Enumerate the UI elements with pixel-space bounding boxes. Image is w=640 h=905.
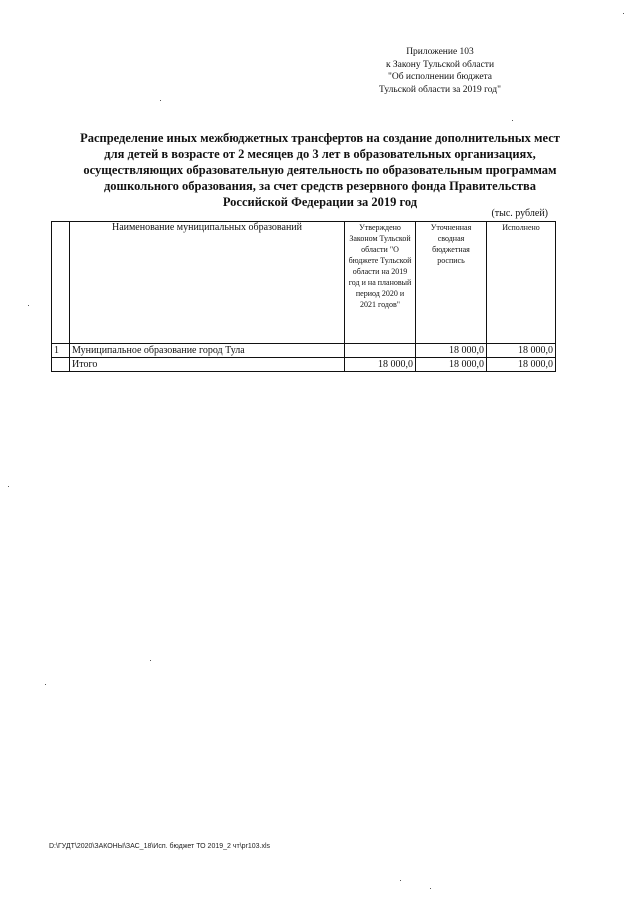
scan-speck	[623, 13, 624, 14]
transfers-table	[51, 221, 556, 372]
scan-speck	[160, 100, 161, 101]
header-approved: Утверждено Законом Тульской области "О бюджете Тульской области на 2019 год и на плановый период 2020 и 2021 годов"	[345, 222, 416, 344]
appendix-line-1: Приложение 103	[406, 47, 474, 57]
scan-speck	[430, 888, 431, 889]
table-total-row	[52, 358, 556, 372]
header-executed: Исполнено	[487, 222, 556, 344]
scan-speck	[150, 660, 151, 661]
row-approved	[345, 344, 416, 358]
title-line-3: осуществляющих образовательную деятельность по образовательным программам	[83, 163, 557, 177]
header-name: Наименование муниципальных образований	[70, 222, 345, 344]
header-index	[52, 222, 70, 344]
table-header-row	[52, 222, 556, 344]
total-executed: 18 000,0	[487, 358, 556, 372]
scan-speck	[400, 880, 401, 881]
units-label: (тыс. рублей)	[491, 208, 548, 219]
row-executed: 18 000,0	[487, 344, 556, 358]
row-index: 1	[52, 344, 70, 358]
file-path-footer: D:\ГУДТ\2020\ЗАКОНЫ\ЗАС_18\Исп. бюджет ТО 2019_2 чт\pr103.xls	[49, 843, 271, 850]
title-line-4: дошкольного образования, за счет средств резервного фонда Правительства	[103, 179, 537, 193]
row-name: Муниципальное образование город Тула	[70, 344, 345, 358]
appendix-header	[360, 46, 520, 96]
appendix-line-2: к Закону Тульской области	[385, 59, 495, 70]
document-title	[50, 130, 590, 210]
title-line-2: для детей в возрасте от 2 месяцев до 3 лет в образовательных организациях,	[104, 147, 536, 161]
scan-speck	[45, 684, 46, 685]
scan-speck	[8, 486, 9, 487]
title-line-5: Российской Федерации за 2019 год	[222, 195, 418, 209]
scan-speck	[28, 305, 29, 306]
total-specified: 18 000,0	[416, 358, 487, 372]
total-approved: 18 000,0	[345, 358, 416, 372]
table-row	[52, 344, 556, 358]
header-specified: Уточненная сводная бюджетная роспись	[416, 222, 487, 344]
row-specified: 18 000,0	[416, 344, 487, 358]
title-line-1: Распределение иных межбюджетных трансфертов на создание дополнительных мест	[80, 131, 560, 145]
total-name: Итого	[70, 358, 345, 372]
appendix-line-3: "Об исполнении бюджета	[387, 72, 493, 82]
scan-speck	[512, 120, 513, 121]
appendix-line-4: Тульской области за 2019 год"	[379, 84, 501, 95]
total-index	[52, 358, 70, 372]
